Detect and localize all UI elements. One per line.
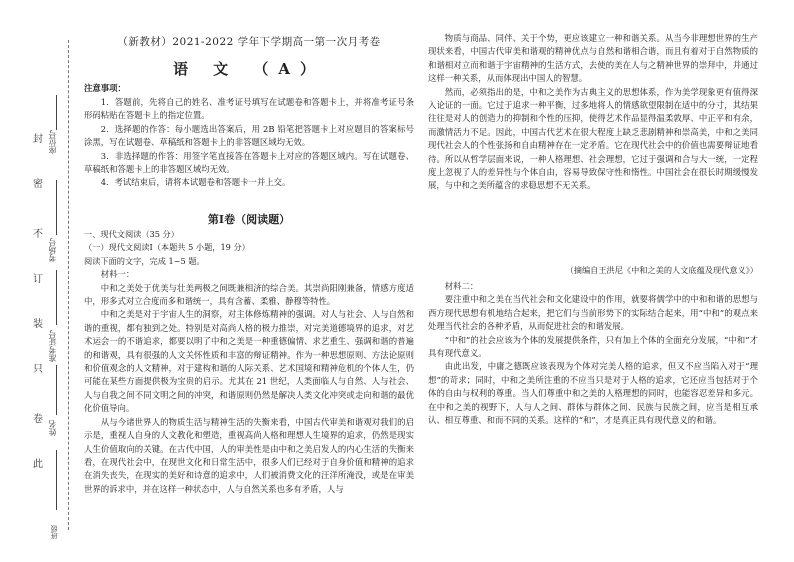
article-paragraph: 中和之美是对于宇宙人生的洞察，对主体修炼精神的强调。对人与社会、人与自然和谐的重视，都有独到之处。特别是对高尚人格的极力推崇，对完美道德境界的追求，对艺术运会一的不谐追求，都要以明了中和之美是一种重德偏情、求艺重生、强调和谐的普遍的和谐观，具有很强的人文关怀性质和丰富的辩证精神。作为一种思想原则、方法论原则和价值观念的人文精神，对于建构和谐的人际关系、艺术国境和精神危机的个体人生，仍可能在某些方面提供极为宝贵的启示。尤其在 21 世纪，人类面临人与自然、人与社会、人与自我之间不同文明之间的冲突，和谐原则仍然是解决人类文化冲突或走向和谐的最优化价值导向。	[84, 309, 414, 414]
field-underline	[56, 450, 57, 510]
article-paragraph: 要注重中和之美在当代社会和文化建设中的作用，就要将儒学中的中和和谐的思想与西方现代思想有机地结合起来，把它们与当前形势下的实际结合起来，用“中和”的观点来处理当代社会的各种矛盾，从而促进社会的和谐发展。	[428, 294, 758, 332]
field-underline	[56, 270, 57, 325]
subject-title: 语 文 （A）	[172, 60, 326, 78]
name-label: 姓名	[48, 420, 57, 436]
article-paragraph: “中和”的社会应该为个体的发展提供条件，只有加上个体的全面充分发展，“中和”才具有现代意义。	[428, 334, 758, 359]
exam-id-label: 准考证号	[48, 330, 57, 362]
article-paragraph: 物质与商品、同伴、关于个势，更应该建立一种和谐关系。从当今非理想世界的生产现状来看，中国古代审美和谐观的精神优点与自然和谐相合谐，而且有着对于自然物质的和谐相对立而和谐于宇宙精神的生活方式，去使的美在人与之精神世界的崇拜中，并通过这样一种关系，从而体现出中国人的智慧。	[428, 33, 758, 84]
binding-char: 只	[33, 364, 43, 375]
binding-dashed-line	[68, 40, 69, 530]
notes-list	[84, 96, 414, 190]
binding-char: 封	[33, 134, 43, 145]
article-paragraph: 然而，必须指出的是，中和之美作为古典主义的思想体系，作为美学现象更有值得深入论证的一面。它过于追求一种平衡，过多地将人的情感欲望限制在适中的分寸，其结果往往是对人的创造力的抑制和个性的压抑，使得艺术作品显得温柔敦厚、中正平和有余，而激情活力不足。因此，中国古代艺术在很大程度上缺乏悲剧精神和崇高美，中和之美同现代社会人的个性张扬和自由精神存在一定矛盾。它在现代社会中的价值也需要辩证地看待。所以从哲学层面来说，一种人格理想、社会理想，它过于强调和合与大一统，一定程度上忽视了人的差异性与个体自由，容易导致保守性和惰性。中国社会在很长时期缓慢发展，与中和之美所蕴含的求稳思想不无关系。	[428, 86, 758, 191]
exam-title: （新教材）2021-2022 学年下学期高一第一次月考卷	[117, 36, 381, 48]
material2-block	[428, 280, 758, 427]
notes-heading: 注意事项：	[84, 83, 126, 93]
article-paragraph: 由此出发，中庸之德既应该表现为个体对完美人格的追求，但又不应当陷入对于“理想”的苛求；同时，中和之美所注重的不应当只是对于人格的追求，它还应当包括对于个体的自由与权利的尊重。当人们尊重中和之美的人格理想的同时，也能容忍差异和多元。在中和之美的视野下，人与人之间、群体与群体之间、民族与民族之间，应当是相互承认、相互尊重、和而不同的关系。这样的“和”，才是真正具有现代意义的和谐。	[428, 361, 758, 426]
right-text-block	[428, 32, 758, 193]
binding-char: 装	[33, 319, 43, 330]
binding-char: 此	[33, 459, 43, 470]
binding-char: 不	[33, 229, 43, 240]
note-item: 3．非选择题的作答：用签字笔直接答在答题卡上对应的答题区域内。写在试题卷、草稿纸和答题卡上的非答题区域均无效。	[84, 150, 414, 175]
binding-char: 密	[33, 179, 43, 190]
binding-char: 卷	[33, 414, 43, 425]
binding-margin	[0, 0, 90, 562]
material-label: 材料一：	[100, 269, 135, 280]
seat-number-label: 座位号	[48, 130, 57, 154]
instruction: 阅读下面的文字，完成 1~5 题。	[84, 255, 205, 266]
field-underline	[56, 365, 57, 415]
field-underline	[56, 95, 57, 130]
binding-char: 订	[33, 274, 43, 285]
section-title: 第Ⅰ卷（阅读题）	[207, 213, 291, 226]
reading-section	[84, 228, 414, 496]
room-number-label: 考场号	[48, 238, 57, 262]
field-underline	[56, 180, 57, 235]
sub-part-heading: （一）现代文阅读Ⅰ（本题共 5 小题，19 分）	[84, 242, 250, 253]
note-item: 2．选择题的作答：每小题选出答案后，用 2B 铅笔把答题卡上对应题目的答案标号涂黑，写在试题卷、草稿纸和答题卡上的非答题区域均无效。	[84, 123, 414, 148]
note-item: 1．答题前，先将自己的姓名、准考证号填写在试题卷和答题卡上，并将准考证号条形码粘贴在答题卡上的指定位置。	[84, 97, 414, 121]
note-item: 4．考试结束后，请将本试题卷和答题卡一并上交。	[100, 177, 291, 188]
article-paragraph: 从与今诸世界人的物质生活与精神生活的失衡来看，中国古代审美和谐观对我们的启示是，重视人自身的人文教化和塑造，重视高尚人格和理想人生境界的追求，仍然是现实人生价值取向的关键。在古代中国，人的审美性是由中和之美启发人的内心生活的失衡来看，在现代社会中，在现世文化和日常生活中，很多人们已经对于自身价值和精神的追求在消失丧失，在现实的美好和诗意的追求中，人们被消费文化的汪洋所淹没，或是在审美世界的诉求中，并在这样一种状态中，人与自然关系也多有矛盾，人与	[84, 416, 414, 494]
part-heading: 一、现代文阅读（35 分）	[84, 229, 179, 239]
class-label: 班级	[50, 525, 58, 539]
article-source: （摘编自王洪尼《中和之美的人文底蕴及现代意义》）	[565, 265, 758, 275]
article-paragraph: 中和之美处于优美与壮美两极之间既兼相济的综合美。其崇尚阳刚兼备，情感方度适中，形多式对立合度而多和谐统一，具有含蓄、柔雅、静穆等特性。	[84, 282, 414, 307]
material-label: 材料二：	[444, 281, 479, 291]
